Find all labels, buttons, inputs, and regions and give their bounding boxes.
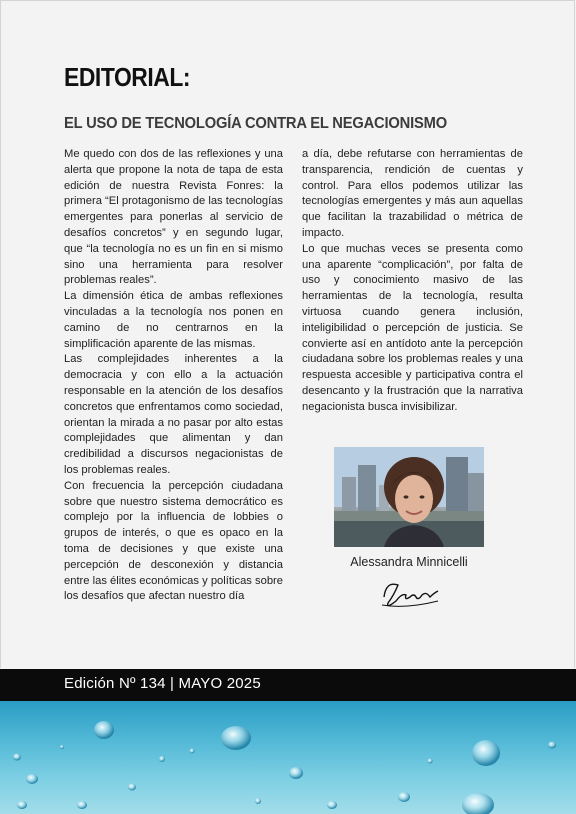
paragraph: Las complejidades inherentes a la democracia y con ello a la actuación responsable en la atención de los desafíos concretos que enfrentamos como sociedad, orientan la mirada a no pasar por alto estas complejidades que alimentan y dan credibilidad a discursos negacionistas de los problemas reales. <box>64 353 283 476</box>
paragraph: Con frecuencia la percepción ciudadana sobre que nuestro sistema democrático es complejo por la influencia de lobbies o grupos de interés, o que es opaco en la toma de decisiones y que existe una percepción de desconexión y distancia entre las élites económicas y políticas sobre los desafíos que afectan nuestro día <box>64 479 283 603</box>
paragraph: La dimensión ética de ambas reflexiones vinculadas a la tecnología nos ponen en camino de no centrarnos en la simplificación aparente de las mismas. <box>64 290 283 350</box>
paragraph: Me quedo con dos de las reflexiones y una alerta que propone la nota de tapa de esta edición de nuestra Revista Fonres: la primera “El protagonismo de las tecnologías emergentes para ponerlas al servicio de desafíos concretos” y en segundo lugar, que “la tecnología no es un fin en si mismo sino una herramienta para resolver problemas reales”. <box>64 148 283 287</box>
left-column <box>64 147 283 605</box>
edition-bar <box>0 669 576 701</box>
page-title: EDITORIAL: <box>64 62 191 92</box>
edition-label: Edición Nº 134 | MAYO 2025 <box>64 675 261 692</box>
paragraph: Lo que muchas veces se presenta como una aparente “complicación”, por falta de uso y conocimiento masivo de las herramientas de la tecnología, resulta virtuosa cuando genera inclusión, inteligibilidad o percepción de justicia. Se convierte así en antídoto ante la percepción ciudadana sobre los problemas reales y una respuesta accesible y participativa contra el desencanto y la frustración que la narrativa negacionista busca invisibilizar. <box>302 242 523 413</box>
right-column <box>302 147 523 416</box>
signature <box>376 573 446 613</box>
author-name: Alessandra Minnicelli <box>350 555 468 569</box>
paragraph: a día, debe refutarse con herramientas de transparencia, rendición de cuentas y control. Para ellos podemos utilizar las tecnologías emergentes y más aun aquellas que facilitan la trazabilidad o métrica de impacto. <box>302 148 523 239</box>
author-photo <box>334 447 484 547</box>
article-subtitle: EL USO DE TECNOLOGÍA CONTRA EL NEGACIONISMO <box>64 115 448 132</box>
water-drops-background <box>0 701 576 814</box>
